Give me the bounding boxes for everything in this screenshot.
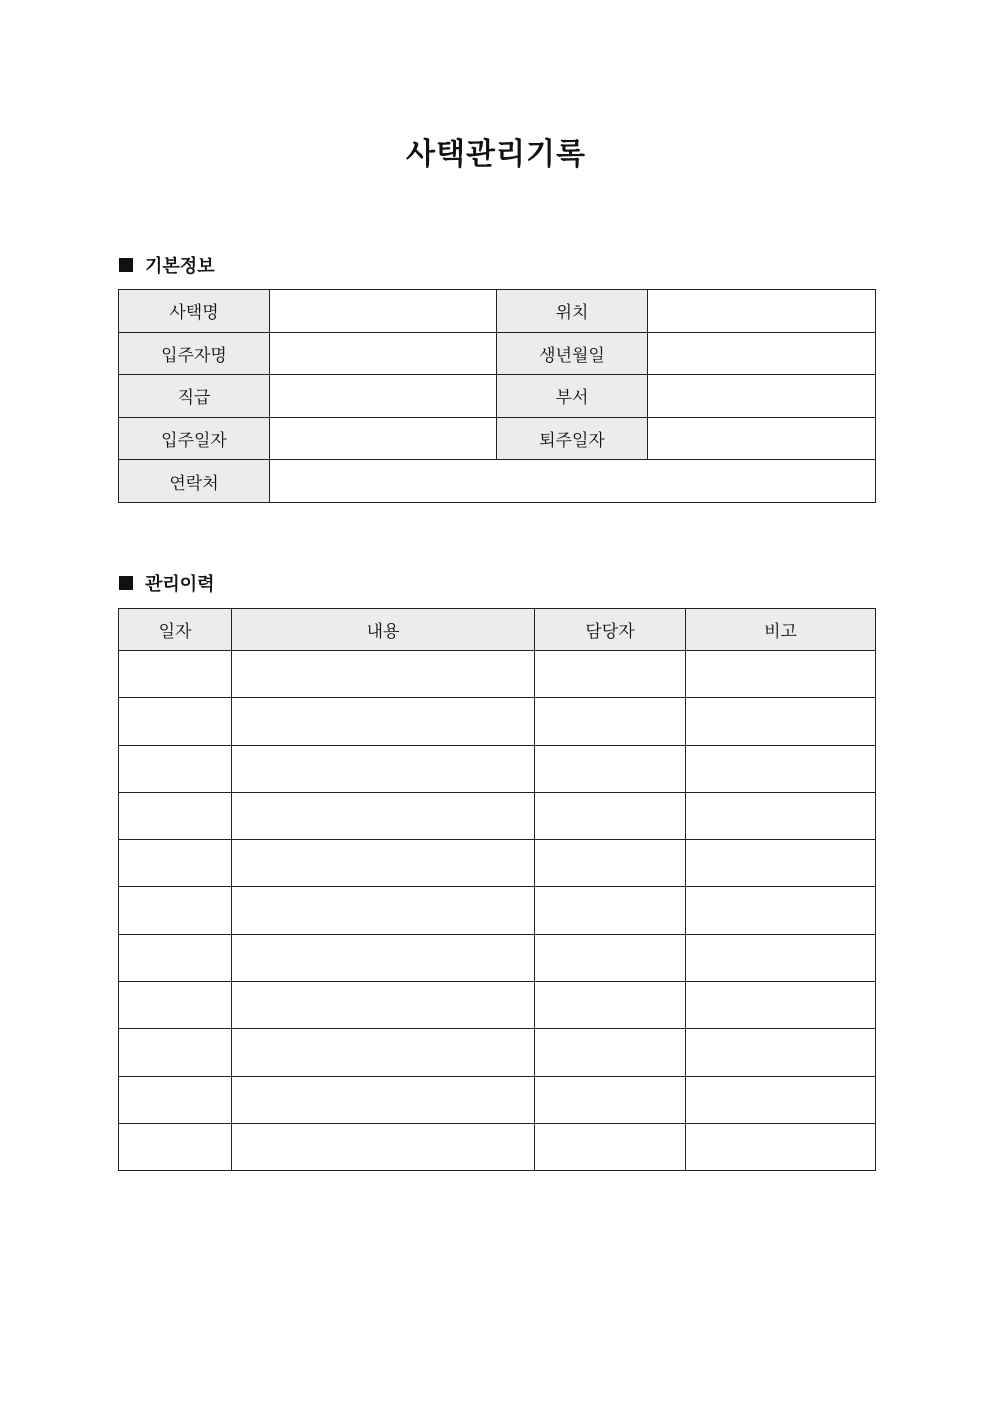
cell-remarks[interactable] <box>686 982 876 1029</box>
square-bullet-icon <box>119 258 133 272</box>
cell-content[interactable] <box>232 792 535 839</box>
cell-date[interactable] <box>119 1076 232 1123</box>
table-row <box>119 982 876 1029</box>
field-value-department[interactable] <box>648 375 876 418</box>
table-row <box>119 698 876 745</box>
cell-manager[interactable] <box>535 934 686 981</box>
field-label: 부서 <box>497 375 648 418</box>
cell-manager[interactable] <box>535 1029 686 1076</box>
cell-remarks[interactable] <box>686 698 876 745</box>
cell-content[interactable] <box>232 1123 535 1170</box>
field-label: 사택명 <box>119 290 270 333</box>
cell-manager[interactable] <box>535 1123 686 1170</box>
cell-manager[interactable] <box>535 840 686 887</box>
basic-info-table <box>118 289 876 503</box>
cell-remarks[interactable] <box>686 745 876 792</box>
cell-date[interactable] <box>119 1123 232 1170</box>
table-row <box>119 460 876 503</box>
cell-content[interactable] <box>232 651 535 698</box>
table-row <box>119 290 876 333</box>
field-label: 입주일자 <box>119 417 270 460</box>
table-row <box>119 332 876 375</box>
cell-manager[interactable] <box>535 698 686 745</box>
section-heading-label: 기본정보 <box>145 256 215 277</box>
table-row <box>119 1029 876 1076</box>
cell-content[interactable] <box>232 1076 535 1123</box>
cell-remarks[interactable] <box>686 1076 876 1123</box>
cell-date[interactable] <box>119 745 232 792</box>
cell-content[interactable] <box>232 1029 535 1076</box>
cell-remarks[interactable] <box>686 934 876 981</box>
table-row <box>119 375 876 418</box>
field-label: 연락처 <box>119 460 270 503</box>
cell-date[interactable] <box>119 982 232 1029</box>
cell-manager[interactable] <box>535 1076 686 1123</box>
cell-date[interactable] <box>119 698 232 745</box>
field-value-move-in-date[interactable] <box>270 417 497 460</box>
cell-remarks[interactable] <box>686 887 876 934</box>
page-title: 사택관리기록 <box>406 137 586 172</box>
table-row <box>119 1076 876 1123</box>
field-label: 퇴주일자 <box>497 417 648 460</box>
cell-manager[interactable] <box>535 745 686 792</box>
section-heading-history <box>119 571 215 595</box>
field-value-move-out-date[interactable] <box>648 417 876 460</box>
history-table <box>118 608 876 1171</box>
cell-content[interactable] <box>232 745 535 792</box>
cell-date[interactable] <box>119 887 232 934</box>
cell-content[interactable] <box>232 982 535 1029</box>
field-value-tenant-name[interactable] <box>270 332 497 375</box>
cell-date[interactable] <box>119 934 232 981</box>
column-header-manager: 담당자 <box>535 609 686 651</box>
cell-date[interactable] <box>119 651 232 698</box>
section-heading-label: 관리이력 <box>145 574 215 595</box>
table-row <box>119 934 876 981</box>
column-header-remarks: 비고 <box>686 609 876 651</box>
table-header-row <box>119 609 876 651</box>
section-heading-basic-info <box>119 253 215 277</box>
cell-remarks[interactable] <box>686 840 876 887</box>
cell-remarks[interactable] <box>686 792 876 839</box>
field-value-contact[interactable] <box>270 460 876 503</box>
field-label: 위치 <box>497 290 648 333</box>
cell-date[interactable] <box>119 840 232 887</box>
cell-manager[interactable] <box>535 651 686 698</box>
cell-remarks[interactable] <box>686 1123 876 1170</box>
field-label: 입주자명 <box>119 332 270 375</box>
field-value-location[interactable] <box>648 290 876 333</box>
cell-date[interactable] <box>119 1029 232 1076</box>
table-row <box>119 887 876 934</box>
cell-date[interactable] <box>119 792 232 839</box>
cell-content[interactable] <box>232 887 535 934</box>
field-label: 직급 <box>119 375 270 418</box>
table-row <box>119 840 876 887</box>
table-row <box>119 417 876 460</box>
cell-manager[interactable] <box>535 982 686 1029</box>
cell-remarks[interactable] <box>686 1029 876 1076</box>
cell-content[interactable] <box>232 698 535 745</box>
cell-manager[interactable] <box>535 887 686 934</box>
column-header-date: 일자 <box>119 609 232 651</box>
cell-manager[interactable] <box>535 792 686 839</box>
table-row <box>119 792 876 839</box>
field-label: 생년월일 <box>497 332 648 375</box>
table-row <box>119 651 876 698</box>
cell-remarks[interactable] <box>686 651 876 698</box>
table-row <box>119 745 876 792</box>
cell-content[interactable] <box>232 840 535 887</box>
field-value-birth-date[interactable] <box>648 332 876 375</box>
cell-content[interactable] <box>232 934 535 981</box>
table-row <box>119 1123 876 1170</box>
field-value-position[interactable] <box>270 375 497 418</box>
field-value-house-name[interactable] <box>270 290 497 333</box>
column-header-content: 내용 <box>232 609 535 651</box>
square-bullet-icon <box>119 576 133 590</box>
